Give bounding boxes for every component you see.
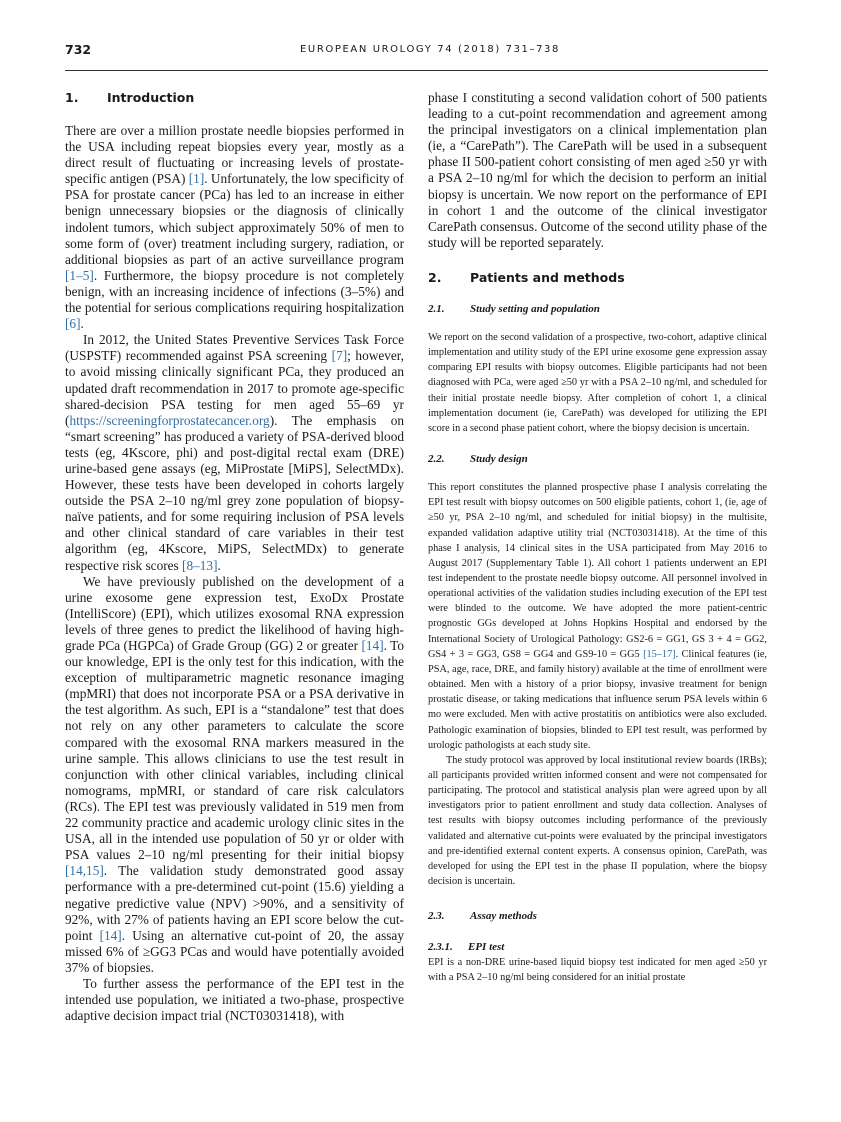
subsection-title: Assay methods <box>470 910 537 923</box>
left-column <box>65 88 404 1024</box>
section-heading-introduction <box>65 88 404 108</box>
text-run: . Clinical features (ie, PSA, age, race, DRE, and family history) available at the time of enrollment were obtained. Men with a history of a prior biopsy, invasive treatment for benign prostatic disease, or taking medications that influence serum PSA levels within 6 mo were excluded. Men with active prostatitis on antibiotics were also excluded. Pathologic examination of biopsies, blinded to EPI test result, was performed by urologic pathologists at each study site. <box>428 648 767 751</box>
design-paragraph-2: The study protocol was approved by local institutional review boards (IRBs); all participants provided written informed consent and were not compensated for participating. The protocol and statistical analysis plan were agreed upon by all investigators prior to patient enrollment and study data collection. Analyses of test results with biopsy outcomes including performance of the previously validated and alternative cut-points were evaluated by the principal investigators and pre-identified external content experts. A consensus opinion, CarePath, was developed for using the EPI test in the phase II population, where the biopsy decision is uncertain. <box>428 754 767 888</box>
section-number: 2. <box>428 269 442 285</box>
citation-link[interactable]: [15–17] <box>643 648 676 660</box>
running-head: EUROPEAN UROLOGY 74 (2018) 731–738 <box>300 44 560 55</box>
text-run: ). The emphasis on “smart screening” has produced a variety of PSA-derived blood tests (eg, 4Kscore, phi) and post-digital rectal exam (DRE) urine-based gene assays (eg, MiProstate [MiPS], SelectMDx). However, these tests have been developed in cohorts largely outside the PSA 2–10 ng/ml grey zone population of biopsy-naïve patients, and for some requiring inclusion of PSA levels and other clinical standard of care variables in their test algorithm (eg, 4Kscore, MiPS, SelectMDx) to generate respective risk scores <box>65 412 404 573</box>
subsection-heading-setting <box>428 300 767 318</box>
citation-link[interactable]: [8–13] <box>182 557 218 573</box>
text-run: . <box>217 557 221 573</box>
subsection-heading-design <box>428 450 767 468</box>
subsection-number: 2.2. <box>428 453 445 466</box>
intro-paragraph-3 <box>65 574 404 976</box>
text-run: . Unfortunately, the low specificity of PSA for prostate cancer (PCa) has led to an increase in either benign unnecessary biopsies or the diagnosis of clinically indolent tumors, which subject approximately 50% of men to some form of (over) treatment including surgery, radiation, or additional biopsies as part of an active surveillance program <box>65 171 404 267</box>
text-run: This report constitutes the planned prospective phase I analysis correlating the EPI test result with biopsy outcomes on 500 eligible patients, cohort 1, (ie, age of ≥50 yr, PSA 2–10 ng/ml, and scheduled for initial biopsy) in the multisite, expanded validation adaptive utility trial (NCT03031418). At the time of this phase I analysis, 14 clinical sites in the USA participated from May 2016 to August 2017 (Supplementary Table 1). All cohort 1 patients underwent an EPI test independent to the prostate needle biopsy outcome. All personnel involved in operational activities of the validation studies including execution of the EPI test were blinded to the outcome. We have adopted the more patient-centric prognostic GGs developed at Johns Hopkins Hospital and endorsed by the International Society of Urological Pathology: GS2-6 = GG1, GS 3 + 4 = GG2, GS4 + 3 = GG3, GS8 = GG4 and GS9-10 = GG5 <box>428 482 767 660</box>
subsubsection-number: 2.3.1. <box>428 941 453 954</box>
intro-paragraph-4-continued: phase I constituting a second validation cohort of 500 patients leading to a cut-point recommendation and agreement among the principal investigators on a clinical implementation plan (ie, a “CarePath”). The CarePath will be used in a subsequent phase II 500-patient cohort consisting of men aged ≥50 yr with a PSA 2–10 ng/ml for which the decision to perform an initial biopsy is uncertain. We now report on the performance of EPI in cohort 1 and the outcome of the clinical investigator CarePath consensus. Outcome of the second utility phase of the study will be reported separately. <box>428 90 767 250</box>
section-title: Patients and methods <box>470 269 625 285</box>
subsection-heading-assay <box>428 907 767 925</box>
section-heading-methods <box>428 268 767 288</box>
text-run: . Furthermore, the biopsy procedure is not completely benign, with an increasing incidence of infections (3–5%) and the potential for serious complications requiring hospitalization <box>65 267 404 316</box>
text-run: In 2012, the United States Preventive Services Task Force (USPSTF) recommended against PSA screening <box>65 332 404 364</box>
section-title: Introduction <box>107 90 195 105</box>
intro-paragraph-1 <box>65 123 404 332</box>
citation-link[interactable]: [6] <box>65 316 81 332</box>
right-column <box>428 88 767 986</box>
url-link[interactable]: https://screeningforprostatecancer.org <box>69 412 270 428</box>
citation-link[interactable]: [14,15] <box>65 863 104 879</box>
text-run: ; however, to avoid missing clinically significant PCa, they produced an updated draft recommendation in 2017 to promote age-specific shared-decision PSA testing for men aged 55–69 yr ( <box>65 348 404 428</box>
text-run: . <box>80 316 84 332</box>
citation-link[interactable]: [1–5] <box>65 267 94 283</box>
subsection-title: Study setting and population <box>470 302 600 315</box>
citation-link[interactable]: [7] <box>331 348 348 364</box>
intro-paragraph-4: To further assess the performance of the EPI test in the intended use population, we initiated a two-phase, prospective adaptive decision impact trial (NCT03031418), with <box>65 975 404 1024</box>
subsection-number: 2.3. <box>428 910 445 923</box>
header-rule <box>65 70 768 71</box>
text-run: . To our knowledge, EPI is the only test for this indication, with the exception of multiparametric magnetic resonance imaging (mpMRI) that does not incorporate PSA or a PSA derivative in the test algorithm. As such, EPI is a “standalone” test that does not rely on any other parameters to calculate the score compared with the exosomal RNA markers measured in the urine sample. This allows clinicians to use the test result in conjunction with other clinical variables, including clinical nomograms, mpMRI, or standard of care risk calculators (RCs). The EPI test was previously validated in 519 men from 22 community practice and academic urology clinic sites in the USA, all in the intended use population of 50 yr or older with PSA values 2–10 ng/ml presenting for their initial biopsy <box>65 638 404 863</box>
subsection-title: Study design <box>470 453 528 466</box>
text-run: There are over a million prostate needle biopsies performed in the USA including repeat biopsies every year, mostly as a direct result of fluctuating or increasing levels of prostate-specific antigen (PSA) <box>65 123 404 187</box>
epi-paragraph: EPI is a non-DRE urine-based liquid biopsy test indicated for men aged ≥50 yr with a PSA 2–10 ng/ml being considered for an initial prostate <box>428 957 767 984</box>
citation-link[interactable]: [14] <box>361 638 384 653</box>
design-paragraph-1 <box>428 480 767 753</box>
text-run: . The validation study demonstrated good assay performance with a pre-determined cut-point (15.6) yielding a negative predictive value (NPV) >90%, and a sensitivity of 92%, with 27% of patients having an EPI score below the cut-point <box>65 863 404 943</box>
intro-paragraph-2 <box>65 332 404 573</box>
text-run: We have previously published on the development of a urine exosome gene expression test, ExoDx Prostate (IntelliScore) (EPI), which utilizes exosomal RNA expression levels of three genes to predict the likelihood of having high-grade PCa (HGPCa) of Grade Group (GG) 2 or greater <box>65 573 404 653</box>
page-number: 732 <box>65 42 92 57</box>
setting-paragraph: We report on the second validation of a prospective, two-cohort, adaptive clinical implementation and utility study of the EPI urine exosome gene expression assay comparing EPI results with biopsy outcomes. Eligible participants had not been diagnosed with PCa, were aged ≥50 yr with a PSA 2–10 ng/ml, and scheduled for their initial prostate needle biopsy. After completion of cohort 1, a clinical implementation document (ie, CarePath) was developed for utilizing the EPI score in a second phase patient cohort, where the biopsy decision is uncertain. <box>428 331 767 434</box>
citation-link[interactable]: [1] <box>188 171 205 187</box>
subsubsection-heading-epi <box>428 939 767 955</box>
text-run: . Using an alternative cut-point of 20, the assay missed 6% of ≥GG3 PCas and would have potentially avoided 37% of biopsies. <box>65 927 404 975</box>
subsubsection-title: EPI test <box>468 941 505 954</box>
citation-link[interactable]: [14] <box>99 927 122 943</box>
subsection-number: 2.1. <box>428 302 445 315</box>
section-number: 1. <box>65 90 79 105</box>
